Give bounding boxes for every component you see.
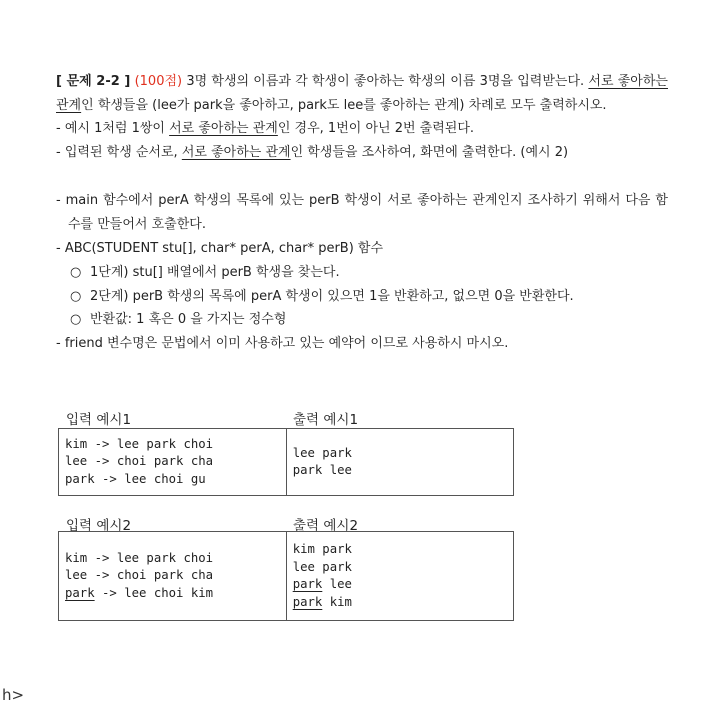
sub-text: 1단계) stu[] 배열에서 perB 학생을 찾는다. <box>90 265 340 280</box>
circle-bullet-icon: ○ <box>70 288 82 304</box>
bullet-main-function: - main 함수에서 perA 학생의 목록에 있는 perB 학생이 서로 좋아하는 관계인지 조사하기 위해서 다음 함수를 만들어서 호출한다. <box>56 193 668 232</box>
stray-footer-text: h> <box>2 686 25 704</box>
bullet-abc-function: - ABC(STUDENT stu[], char* perA, char* perB) 함수 <box>56 241 384 256</box>
example1-table <box>58 428 514 496</box>
output-rest: lee <box>322 577 352 591</box>
problem-document <box>56 70 668 356</box>
input-line: lee -> choi park cha <box>65 568 214 583</box>
bullet-underlined: 서로 좋아하는 관계 <box>181 145 291 160</box>
sub-step2 <box>70 285 668 309</box>
input-rest: -> lee choi kim <box>94 585 214 600</box>
output-line <box>293 576 507 594</box>
bullet-text: 인 학생들을 조사하여, 화면에 출력한다. (예시 2) <box>290 145 569 160</box>
bullet-text: - 예시 1처럼 1쌍이 <box>56 121 170 136</box>
example1-input-cell <box>59 429 287 496</box>
output-line: lee park <box>292 559 352 574</box>
example2-output-label: 출력 예시2 <box>293 518 359 534</box>
problem-number: [ 문제 2-2 ] <box>56 74 131 89</box>
problem-intro <box>56 70 668 117</box>
intro-underlined: 서로 좋아하는 관계 <box>56 74 668 113</box>
circle-bullet-icon: ○ <box>70 312 82 327</box>
intro-text-1: 3명 학생의 이름과 각 학생이 좋아하는 학생의 이름 3명을 입력받는다. <box>182 74 589 89</box>
bullet-text: - 입력된 학생 순서로, <box>56 145 182 160</box>
problem-score: (100점) <box>134 74 183 89</box>
example2-input-label: 입력 예시2 <box>66 518 132 534</box>
input-line <box>65 585 280 603</box>
bullet-example1 <box>56 117 668 141</box>
spacer <box>56 165 668 189</box>
bullet-text: 인 경우, 1번이 아닌 2번 출력된다. <box>277 121 475 136</box>
output-line: kim park <box>292 542 352 556</box>
example1-output-label: 출력 예시1 <box>293 412 359 428</box>
example1-input-label: 입력 예시1 <box>66 412 132 428</box>
output-line: lee park <box>292 445 352 460</box>
input-line: lee -> choi park cha <box>65 454 214 469</box>
underlined-name: park <box>65 585 95 600</box>
input-line: kim -> lee park choi <box>65 436 214 451</box>
underlined-name: park <box>292 594 323 609</box>
sub-text: 반환값: 1 혹은 0 을 가지는 정수형 <box>90 312 287 327</box>
input-line: kim -> lee park choi <box>65 550 214 565</box>
output-line: park lee <box>292 463 352 477</box>
sub-step1 <box>70 261 668 285</box>
example2-input-cell <box>59 532 287 621</box>
output-rest: kim <box>322 594 352 609</box>
intro-text-2: 인 학생들을 (lee가 park을 좋아하고, park도 lee를 좋아하는 관계) 차례로 모두 출력하시오. <box>81 97 607 113</box>
example2-table <box>58 531 514 621</box>
underlined-name: park <box>292 577 323 591</box>
bullet-order <box>56 141 668 165</box>
bullet-friend-note: - friend 변수명은 문법에서 이미 사용하고 있는 예약어 이므로 사용하시 마시오. <box>56 335 509 351</box>
example2-output-cell <box>286 532 513 621</box>
circle-bullet-icon: ○ <box>70 265 82 280</box>
input-line: park -> lee choi gu <box>65 471 206 486</box>
example1-output-cell <box>286 429 513 496</box>
output-line <box>293 594 507 612</box>
sub-return <box>70 308 668 332</box>
bullet-underlined: 서로 좋아하는 관계 <box>169 121 278 136</box>
sub-text: 2단계) perB 학생의 목록에 perA 학생이 있으면 1을 반환하고, 없으면 0을 반환한다. <box>90 288 574 304</box>
